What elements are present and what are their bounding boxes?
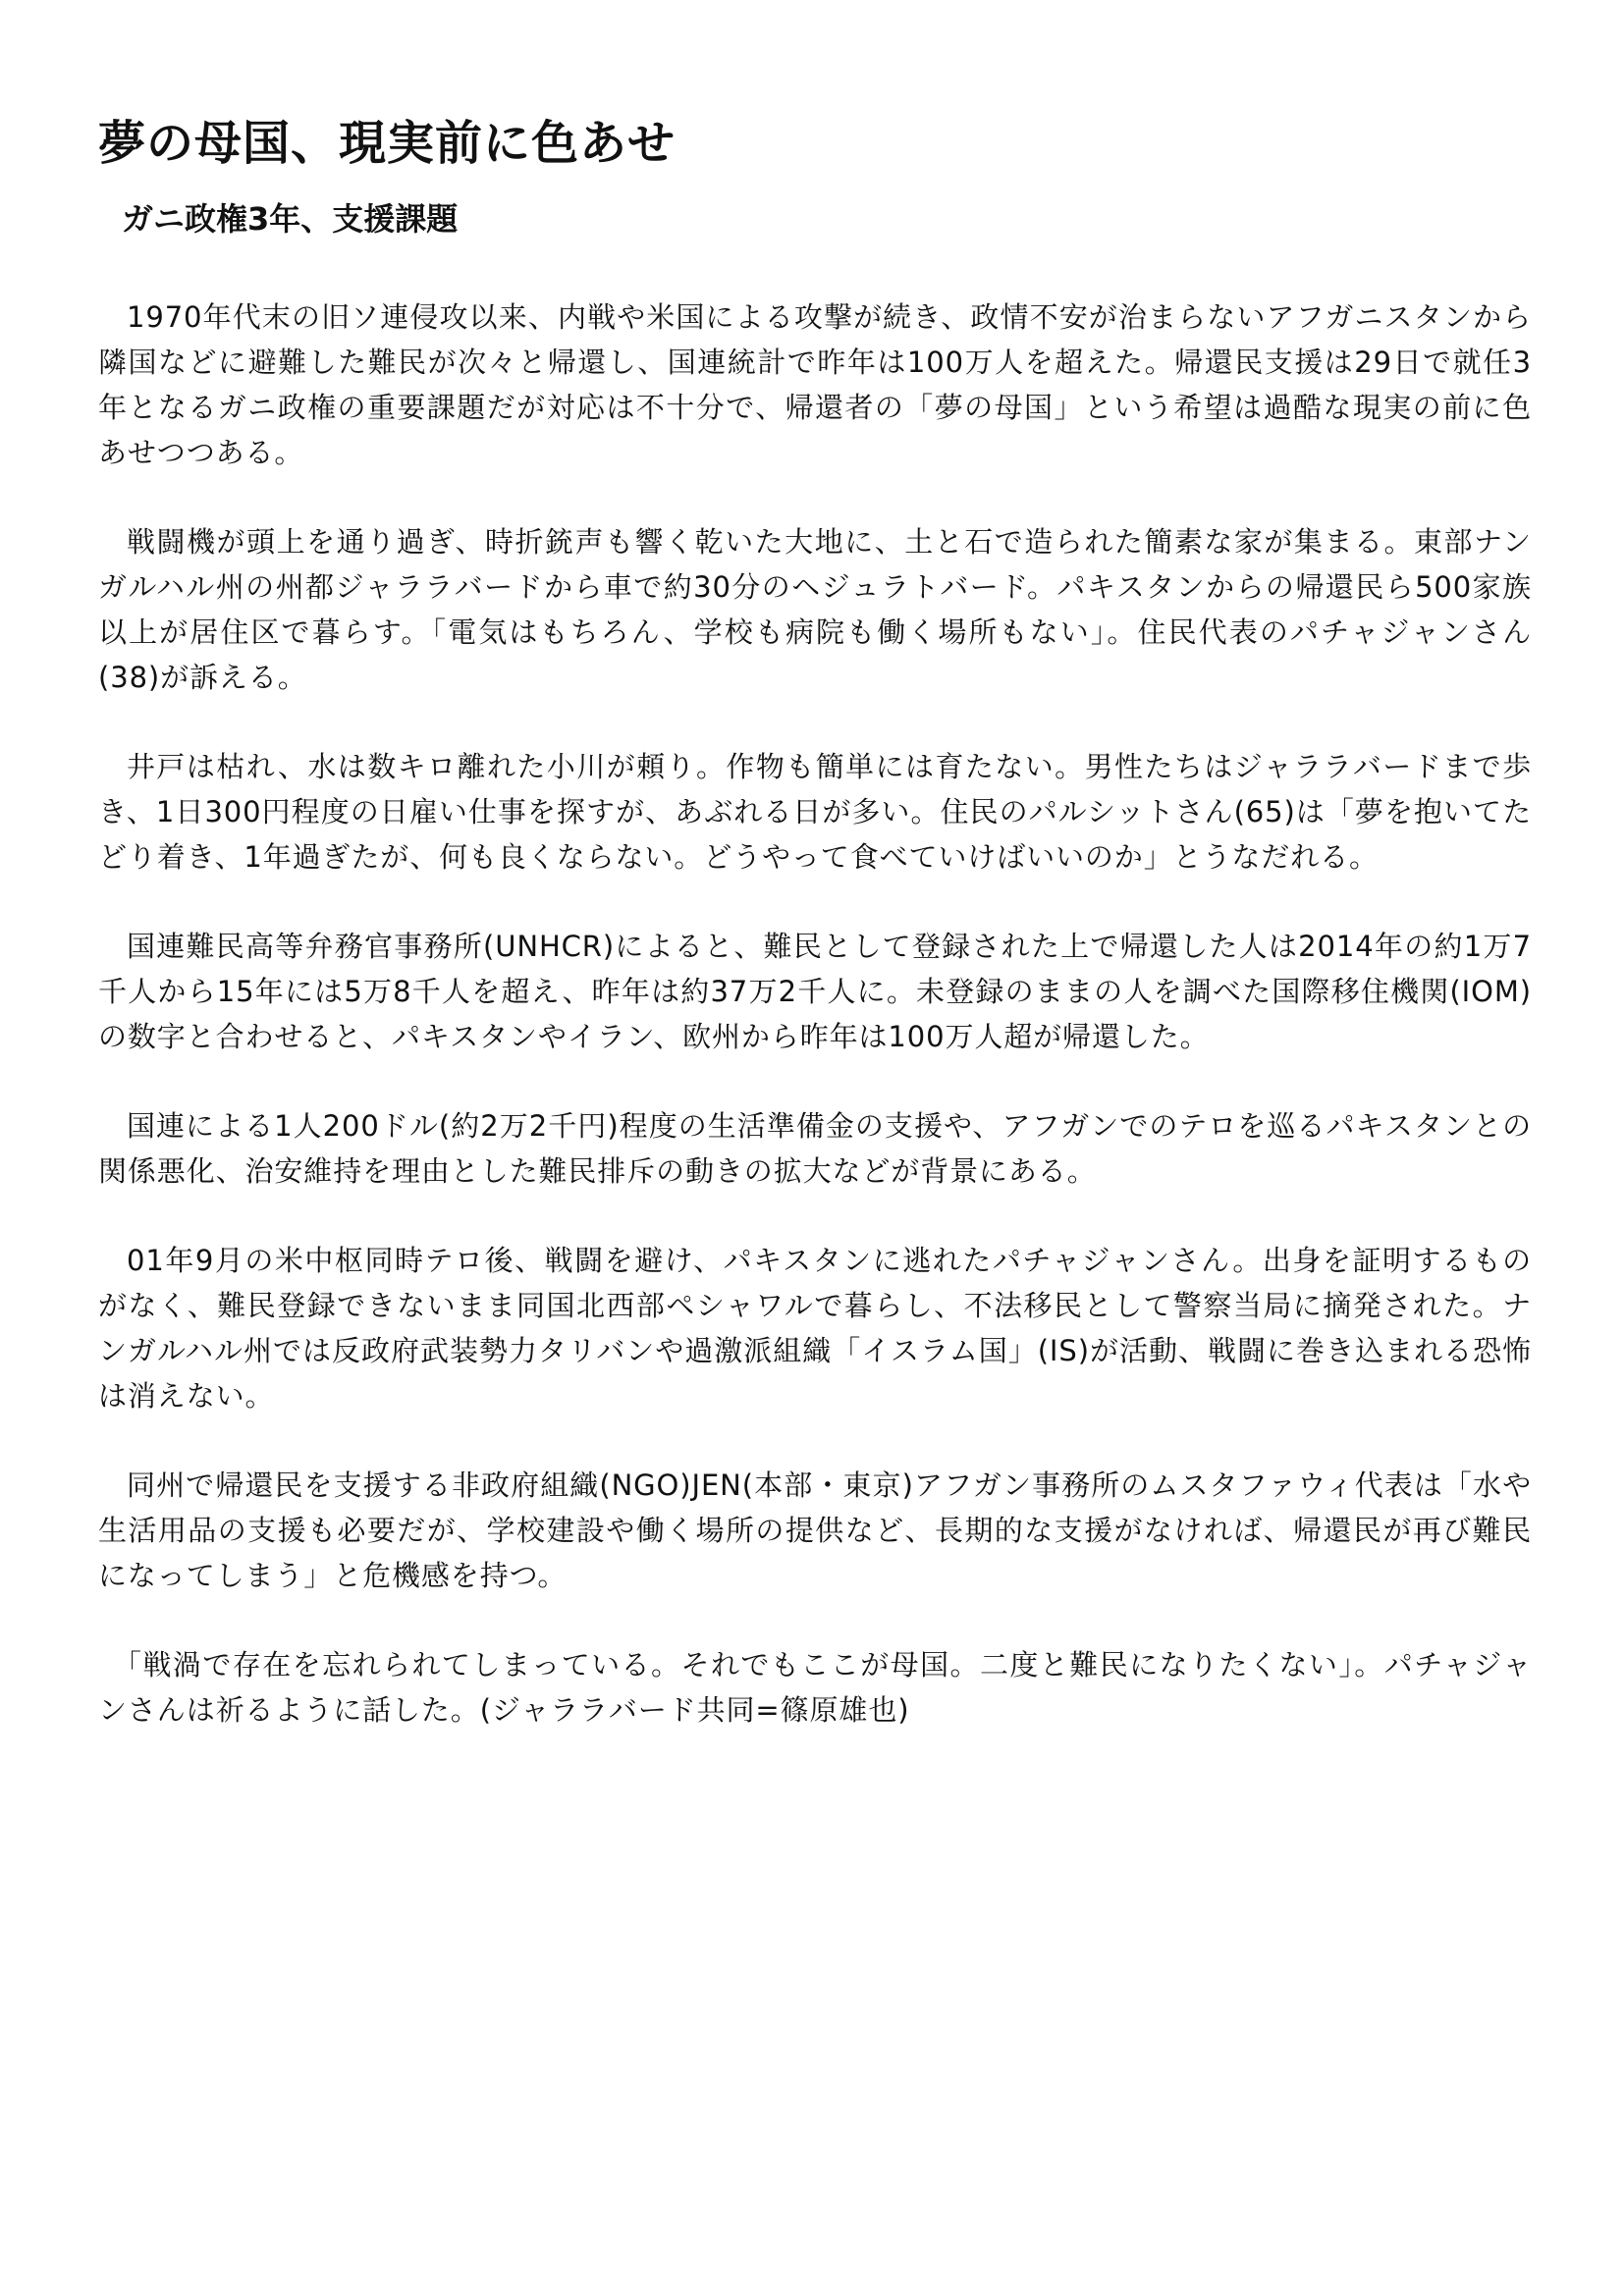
article-paragraph: 戦闘機が頭上を通り過ぎ、時折銃声も響く乾いた大地に、土と石で造られた簡素な家が集まる。東部ナンガルハル州の州都ジャララバードから車で約30分のヘジュラトバード。パキスタンからの帰還民ら500家族以上が居住区で暮らす。「電気はもちろん、学校も病院も働く場所もない」。住民代表のパチャジャンさん(38)が訴える。 xyxy=(98,525,1532,694)
article-paragraph: 「戦渦で存在を忘れられてしまっている。それでもここが母国。二度と難民になりたくない」。パチャジャンさんは祈るように話した。(ジャララバード共同=篠原雄也) xyxy=(98,1648,1532,1727)
article-subheadline: ガニ政権3年、支援課題 xyxy=(122,200,459,238)
article-paragraph: 同州で帰還民を支援する非政府組織(NGO)JEN(本部・東京)アフガン事務所のムスタファウィ代表は「水や生活用品の支援も必要だが、学校建設や働く場所の提供など、長期的な支援がなければ、帰還民が再び難民になってしまう」と危機感を持つ。 xyxy=(98,1468,1532,1592)
article-paragraph: 国連難民高等弁務官事務所(UNHCR)によると、難民として登録された上で帰還した人は2014年の約1万7千人から15年には5万8千人を超え、昨年は約37万2千人に。未登録のままの人を調べた国際移住機関(IOM)の数字と合わせると、パキスタンやイラン、欧州から昨年は100万人超が帰還した。 xyxy=(98,930,1532,1053)
article-paragraph: 01年9月の米中枢同時テロ後、戦闘を避け、パキスタンに逃れたパチャジャンさん。出身を証明するものがなく、難民登録できないまま同国北西部ペシャワルで暮らし、不法移民として警察当局に摘発された。ナンガルハル州では反政府武装勢力タリバンや過激派組織「イスラム国」(IS)が活動、戦闘に巻き込まれる恐怖は消えない。 xyxy=(98,1244,1532,1413)
article-body xyxy=(98,294,1532,1777)
article-paragraph: 1970年代末の旧ソ連侵攻以来、内戦や米国による攻撃が続き、政情不安が治まらないアフガニスタンから隣国などに避難した難民が次々と帰還し、国連統計で昨年は100万人を超えた。帰還民支援は29日で就任3年となるガニ政権の重要課題だが対応は不十分で、帰還者の「夢の母国」という希望は過酷な現実の前に色あせつつある。 xyxy=(98,300,1532,469)
article-paragraph: 井戸は枯れ、水は数キロ離れた小川が頼り。作物も簡単には育たない。男性たちはジャララバードまで歩き、1日300円程度の日雇い仕事を探すが、あぶれる日が多い。住民のパルシットさん(65)は「夢を抱いてたどり着き、1年過ぎたが、何も良くならない。どうやって食べていけばいいのか」とうなだれる。 xyxy=(98,750,1532,874)
article-headline: 夢の母国、現実前に色あせ xyxy=(98,116,677,171)
article-paragraph: 国連による1人200ドル(約2万2千円)程度の生活準備金の支援や、アフガンでのテロを巡るパキスタンとの関係悪化、治安維持を理由とした難民排斥の動きの拡大などが背景にある。 xyxy=(98,1109,1532,1188)
